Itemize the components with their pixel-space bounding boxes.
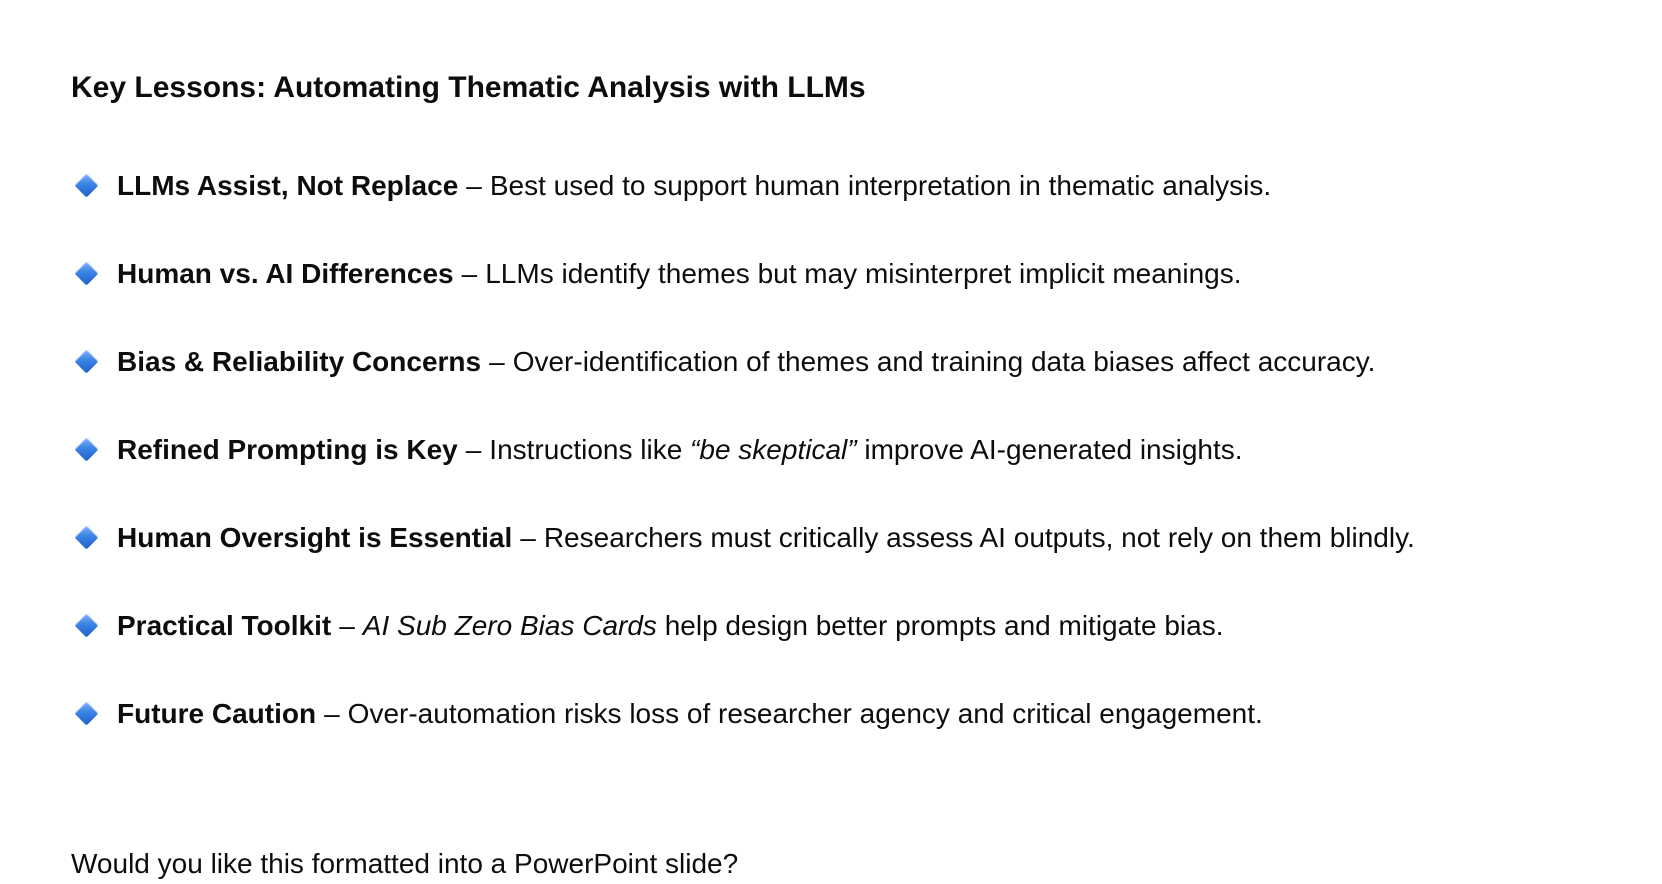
list-item — [71, 606, 1223, 646]
list-item — [71, 430, 1243, 470]
lesson-desc-text-after: improve AI-generated insights. — [856, 434, 1243, 465]
lesson-dash: – — [520, 522, 536, 553]
lesson-dash: – — [489, 346, 505, 377]
list-item — [71, 518, 1415, 558]
large-blue-diamond-icon — [71, 606, 101, 646]
lesson-term: Bias & Reliability Concerns — [117, 346, 482, 377]
large-blue-diamond-icon — [71, 342, 101, 382]
lesson-term: Human vs. AI Differences — [117, 258, 454, 289]
page-title: Key Lessons: Automating Thematic Analysis with LLMs — [71, 71, 866, 104]
lesson-description — [485, 254, 1241, 294]
lesson-term: Future Caution — [117, 698, 317, 729]
lesson-description — [490, 166, 1271, 206]
lesson-desc-text-after: help design better prompts and mitigate bias. — [656, 610, 1224, 641]
lesson-dash: – — [461, 258, 478, 289]
large-blue-diamond-icon — [71, 430, 101, 470]
lesson-desc-text: Over-automation risks loss of researcher agency and critical engagement. — [347, 698, 1263, 729]
lesson-desc-text: Over-identification of themes and training data biases affect accuracy. — [512, 346, 1376, 377]
list-item — [71, 342, 1375, 382]
large-blue-diamond-icon — [71, 254, 101, 294]
lesson-description — [363, 606, 1224, 646]
list-item — [71, 254, 1242, 294]
lesson-description — [513, 342, 1376, 382]
large-blue-diamond-icon — [71, 166, 101, 206]
lesson-term: LLMs Assist, Not Replace — [117, 170, 459, 201]
lesson-description — [489, 430, 1242, 470]
lesson-term: Human Oversight is Essential — [117, 522, 513, 553]
lesson-desc-emphasis: “be skeptical” — [690, 434, 857, 465]
lesson-description — [544, 518, 1415, 558]
lesson-dash: – — [465, 434, 482, 465]
list-item — [71, 166, 1271, 206]
lesson-term: Refined Prompting is Key — [117, 434, 458, 465]
lesson-dash: – — [324, 698, 340, 729]
large-blue-diamond-icon — [71, 518, 101, 558]
large-blue-diamond-icon — [71, 694, 101, 734]
closing-question: Would you like this formatted into a PowerPoint slide? — [71, 848, 739, 879]
lesson-desc-text: Best used to support human interpretation in thematic analysis. — [489, 170, 1272, 201]
lesson-desc-text: Instructions like — [489, 434, 691, 465]
lesson-desc-emphasis: AI Sub Zero Bias Cards — [362, 610, 657, 641]
lesson-dash: – — [466, 170, 482, 201]
lesson-term: Practical Toolkit — [117, 610, 332, 641]
lesson-description — [348, 694, 1263, 734]
lesson-desc-text: Researchers must critically assess AI outputs, not rely on them blindly. — [543, 522, 1415, 553]
lesson-desc-text: LLMs identify themes but may misinterpret implicit meanings. — [485, 258, 1242, 289]
lesson-dash: – — [339, 610, 355, 641]
list-item — [71, 694, 1263, 734]
